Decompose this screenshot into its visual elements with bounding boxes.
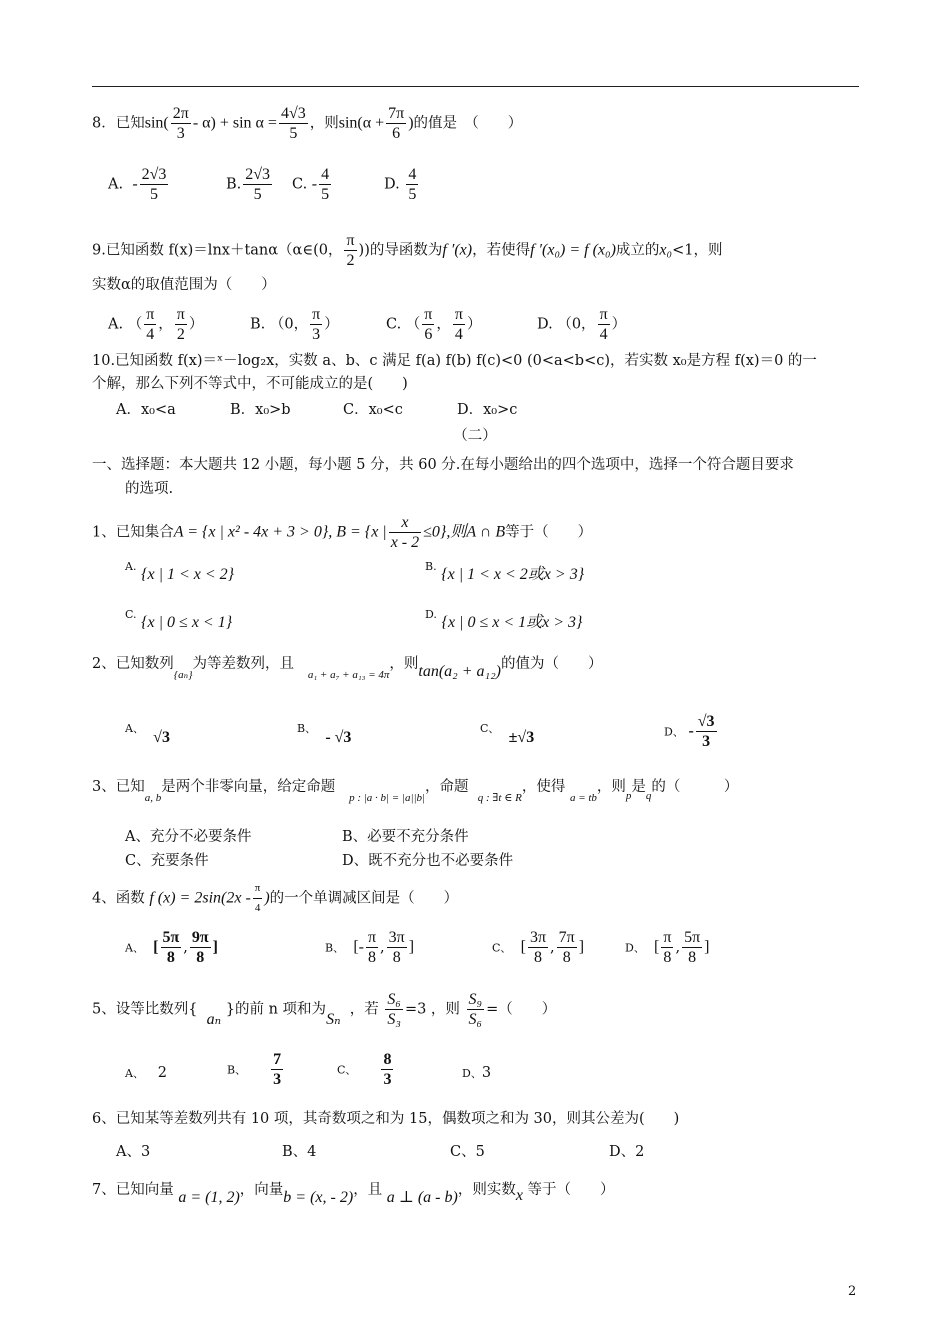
p2-option-c: C、 ±√3 (480, 722, 535, 746)
p5-stem: 5、设等比数列{ aₙ }的前 n 项和为Sₙ ，若 $\frac{\text{S₆}}{\text{S₃}}$ =3 ，则 $\frac{\text{S₉}}{\text{S₆}}$ =（ ） (92, 991, 557, 1028)
page-number: 2 (848, 1284, 857, 1299)
p3-option-a: A、充分不必要条件 (125, 829, 252, 845)
p4-option-c: C、 [ $\frac{3\pi}{8}$ , $\frac{7\pi}{8}$ ] (492, 929, 585, 966)
q8-option-a: A. - $\frac{2√3}{5}$ (108, 166, 167, 203)
p3-stem: 3、已知$_{a, b}$是两个非零向量，给定命题 $_{p : |a \cdot b| = |a||b|}$，命题 $_{q : \exists t \in R}$，使得 $_{a = tb}$，则$_p$是$_q$的（ ） (92, 779, 739, 804)
q10-option-a: A．x₀<a (116, 402, 176, 418)
p5-option-b: B、 $\frac{7}{3}$ (227, 1051, 282, 1088)
p3-option-d: D、既不充分也不必要条件 (342, 853, 514, 869)
q10-option-d: D．x₀>c (457, 402, 518, 418)
p5-option-d: D、3 (462, 1065, 492, 1081)
q9-option-a: A. （ $\frac{\pi}{4}$ ， $\frac{\pi}{2}$ ） (108, 306, 204, 343)
p4-option-b: B、 [- $\frac{\pi}{8}$ , $\frac{3\pi}{8}$ ] (325, 929, 415, 966)
q8-stem: 8．已知sin( $\frac{2\pi}{3}$ - α) + sin α = $\frac{4√3}{5}$ ，则sin(α + $\frac{7\pi}{6}$ )的值是 （ ） (92, 105, 523, 142)
q10-stem-line2: 个解，那么下列不等式中，不可能成立的是( ) (92, 376, 408, 392)
p5-option-a: A、 2 (125, 1065, 168, 1081)
q9-option-c: C. （ $\frac{\pi}{6}$ ， $\frac{\pi}{4}$ ） (386, 306, 482, 343)
q10-option-c: C．x₀<c (343, 402, 403, 418)
q8-option-d: D. $\frac{4}{5}$ (384, 166, 417, 203)
p2-option-b: B、 - √3 (297, 722, 352, 746)
p6-option-b: B、4 (282, 1144, 317, 1160)
p1-stem: 1、已知集合A = {x | x² - 4x + 3 > 0}, B = {x | $\frac{x}{x - 2}$ ≤0},则A ∩ B等于（ ） (92, 514, 593, 551)
p6-option-a: A、3 (116, 1144, 151, 1160)
section-intro-line1: 一、选择题：本大题共 12 小题，每小题 5 分，共 60 分.在每小题给出的四个选项中，选择一个符合题目要求 (92, 457, 794, 473)
p6-option-c: C、5 (450, 1144, 485, 1160)
q9-stem-line1: 9.已知函数 f(x)＝lnx＋tanα（α∈(0， $\frac{\pi}{2}$ ))的导函数为f ′(x)，若使得f ′(x₀) = f (x₀)成立的x₀<1，则 (92, 232, 723, 269)
q8-option-b: B. $\frac{2√3}{5}$ (226, 166, 271, 203)
p1-option-d: $^{D.}$ {x | 0 ≤ x < 1或x > 3} (425, 608, 583, 631)
p2-stem: 2、已知数列$_{\{a_n\}}$为等差数列，且 $_{a_1 + a_7 + a_{13} = 4\pi}$，则tan(a₂ + a₁₂)的值为（ ） (92, 656, 603, 681)
section-heading: （二） (453, 428, 497, 444)
p1-option-a: $^{A.}$ {x | 1 < x < 2} (125, 560, 235, 583)
p6-option-d: D、2 (609, 1144, 645, 1160)
header-rule (92, 86, 859, 87)
p7-stem: 7、已知向量 a = (1, 2)，向量b = (x, - 2)，且 a ⊥ (a - b)，则实数x 等于（ ） (92, 1182, 615, 1206)
q10-option-b: B．x₀>b (230, 402, 291, 418)
p4-option-d: D、 [ $\frac{\pi}{8}$ , $\frac{5\pi}{8}$ ] (625, 929, 710, 966)
p3-option-b: B、必要不充分条件 (342, 829, 469, 845)
p3-option-c: C、充要条件 (125, 853, 209, 869)
p2-option-d: D、 - $\frac{√3}{3}$ (664, 713, 715, 750)
q9-stem-line2: 实数α的取值范围为（ ） (92, 277, 276, 293)
section-intro-line2: 的选项. (125, 481, 174, 497)
p1-option-b: $^{B.}$ {x | 1 < x < 2或x > 3} (425, 560, 585, 583)
p1-option-c: $^{C.}$ {x | 0 ≤ x < 1} (125, 608, 233, 631)
p4-stem: 4、函数 f (x) = 2sin(2x - $\frac{\pi}{4}$ )的一个单调减区间是（ ） (92, 879, 458, 918)
p4-option-a: A、 [ $\frac{5\pi}{8}$ , $\frac{9\pi}{8}$ ] (125, 929, 218, 966)
q9-option-d: D. （0， $\frac{\pi}{4}$ ） (537, 306, 627, 343)
p2-option-a: A、 √3 (125, 722, 170, 746)
q9-option-b: B. （0， $\frac{\pi}{3}$ ） (250, 306, 339, 343)
p6-stem: 6、已知某等差数列共有 10 项，其奇数项之和为 15，偶数项之和为 30，则其公差为( ) (92, 1111, 680, 1127)
q10-stem-line1: 10.已知函数 f(x)＝ˣ－log₂x，实数 a、b、c 满足 f(a) f(b) f(c)<0 (0<a<b<c)，若实数 x₀是方程 f(x)＝0 的一 (92, 353, 817, 369)
q8-option-c: C. - $\frac{4}{5}$ (292, 166, 330, 203)
p5-option-c: C、 $\frac{8}{3}$ (337, 1051, 392, 1088)
